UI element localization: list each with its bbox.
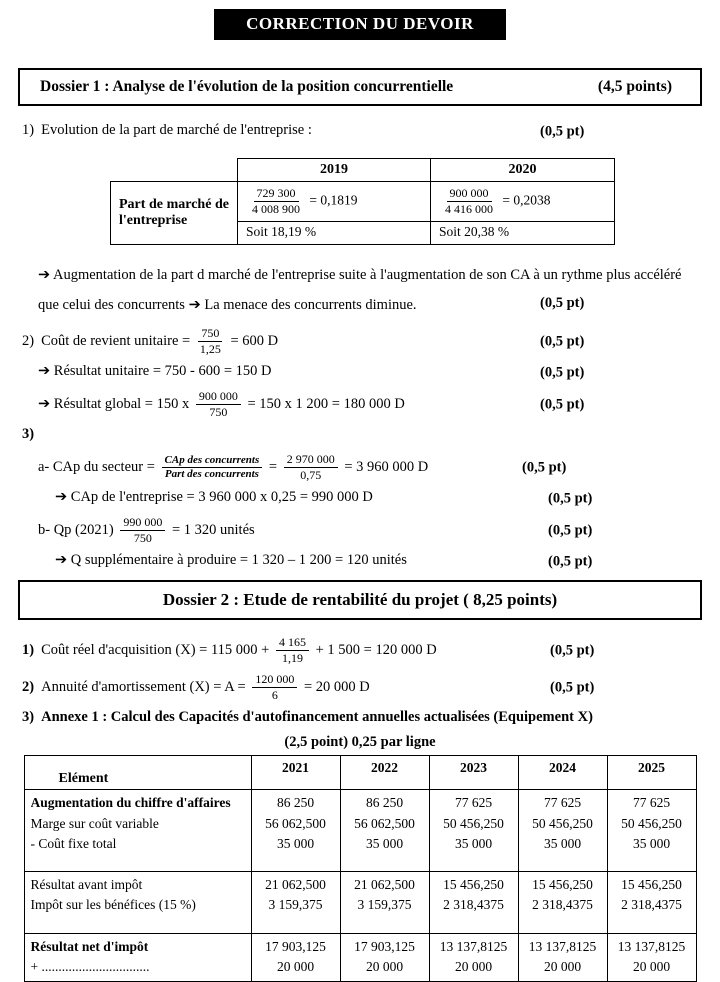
d1-b-pre: b- Qp (2021) [38, 522, 118, 539]
t2-year-2023: 2023 [429, 756, 518, 790]
d2-q1-pre: Coût réel d'acquisition (X) = 115 000 + [41, 642, 273, 659]
t1-empty-corner [111, 159, 238, 182]
d1-q2-points: (0,5 pt) [540, 333, 585, 350]
t1-year-2020: 2020 [431, 159, 615, 182]
t1-fraction-row [111, 182, 615, 222]
label-resultat-net: Résultat net d'impôt [30, 938, 149, 954]
t2-year-2025: 2025 [607, 756, 696, 790]
market-share-table [110, 158, 615, 245]
d1-arrow1-text: ➔ Augmentation de la part d marché de l'entreprise suite à l'augmentation de son CA à un rythme plus accéléré que celui des concurrents ➔ La menace des concurrents diminue. [38, 267, 682, 313]
label-resultat-avant-impot: Résultat avant impôt [30, 877, 143, 893]
t2-g3-2025: 13 137,8125 20 000 [607, 933, 696, 982]
t2-g2-2022: 21 062,500 3 159,375 [340, 872, 429, 934]
d1-arrow4-text: ➔ CAp de l'entreprise = 3 960 000 x 0,25 = 990 000 D [55, 489, 373, 506]
t2-g1-2023: 77 625 50 456,250 35 000 [429, 790, 518, 872]
d1-q1-text: Evolution de la part de marché de l'entreprise : [41, 122, 312, 138]
d2-question1 [0, 635, 720, 666]
t2-g1-2025: 77 625 50 456,250 35 000 [607, 790, 696, 872]
d1-q1-points: (0,5 pt) [540, 123, 585, 140]
d1-b-post: = 1 320 unités [168, 522, 255, 539]
t2-g3-2022: 17 903,125 20 000 [340, 933, 429, 982]
d1-cap-entreprise [0, 489, 720, 509]
t2-g2-2021: 21 062,500 3 159,375 [251, 872, 340, 934]
t1-2020-result: = 0,2038 [502, 192, 551, 208]
d2-q1-post: + 1 500 = 120 000 D [311, 642, 437, 659]
fraction-resultat-global: $\frac{900 000}{750}$ [196, 389, 241, 420]
t2-group1-labels [24, 790, 251, 872]
d1-arrow5-points: (0,5 pt) [548, 553, 593, 570]
caf-table [24, 755, 697, 982]
d2-question2 [0, 672, 720, 703]
d1-question3 [0, 426, 720, 446]
label-ca: Augmentation du chiffre d'affaires [30, 795, 231, 811]
t2-g2-2024: 15 456,250 2 318,4375 [518, 872, 607, 934]
d2-q2-number: 2) [22, 679, 35, 696]
dossier1-points: (4,5 points) [597, 78, 672, 95]
t1-2020-soit: Soit 20,38 % [431, 222, 615, 245]
fraction-acquisition: $\frac{4 165}{1,19}$ [276, 635, 309, 666]
t2-header-row [24, 756, 696, 790]
t2-year-2024: 2024 [518, 756, 607, 790]
t2-group2-row [24, 872, 696, 934]
t2-year-2021: 2021 [251, 756, 340, 790]
document-title-banner [214, 9, 506, 40]
t2-g1-2021: 86 250 56 062,500 35 000 [251, 790, 340, 872]
fraction-cout-revient: $\frac{750}{1,25}$ [199, 326, 221, 357]
table2-subtitle: (2,5 point) 0,25 par ligne [284, 734, 436, 751]
d1-a-post: = 3 960 000 D [340, 459, 429, 476]
t1-2019-calc [238, 182, 431, 222]
d1-arrow2-text: ➔ Résultat unitaire = 750 - 600 = 150 D [38, 363, 272, 380]
d1-q-supplementaire [0, 552, 720, 572]
dossier2-header-box [18, 580, 702, 620]
t1-2020-calc [431, 182, 615, 222]
fraction-qp: $\frac{990 000}{750}$ [120, 515, 165, 546]
d2-q3-number: 3) [22, 709, 35, 726]
label-dots: + ................................ [30, 958, 150, 974]
d1-arrow3-points: (0,5 pt) [540, 396, 585, 413]
d1-conclusion-paragraph [0, 261, 720, 320]
t2-element-header: Elément [24, 756, 251, 790]
d1-q3a [0, 452, 720, 483]
t1-row-label: Part de marché de l'entreprise [111, 182, 238, 245]
t2-g3-2024: 13 137,8125 20 000 [518, 933, 607, 982]
d1-arrow2-points: (0,5 pt) [540, 364, 585, 381]
d1-q2-pre: Coût de revient unitaire = [41, 333, 194, 350]
t2-g1-2024: 77 625 50 456,250 35 000 [518, 790, 607, 872]
t2-year-2022: 2022 [340, 756, 429, 790]
label-marge: Marge sur coût variable [30, 815, 159, 831]
t1-year-2019: 2019 [238, 159, 431, 182]
d1-arrow4-points: (0,5 pt) [548, 490, 593, 507]
t1-header-row [111, 159, 615, 182]
t2-g2-2025: 15 456,250 2 318,4375 [607, 872, 696, 934]
d2-q1-points: (0,5 pt) [550, 642, 595, 659]
t1-2019-soit: Soit 18,19 % [238, 222, 431, 245]
d2-question3 [0, 709, 720, 729]
d1-q2-number: 2) [22, 333, 35, 350]
t2-g3-2021: 17 903,125 20 000 [251, 933, 340, 982]
d1-arrow3-pre: ➔ Résultat global = 150 x [38, 396, 193, 413]
document-title: CORRECTION DU DEVOIR [246, 14, 474, 33]
d1-question1 [0, 122, 720, 142]
d2-q2-post: = 20 000 D [300, 679, 370, 696]
fraction-cap-secteur: $\frac{\text{CAp des concurrents}}{\text{Part des concurrents}}$ [162, 454, 263, 483]
dossier1-title: Dossier 1 : Analyse de l'évolution de la position concurrentielle [40, 78, 454, 95]
label-impot: Impôt sur les bénéfices (15 %) [30, 897, 196, 913]
t2-group3-labels [24, 933, 251, 982]
d1-a-mid: = [265, 459, 281, 476]
d1-q2-post: = 600 D [226, 333, 279, 350]
t1-2019-result: = 0,1819 [309, 192, 358, 208]
label-cout-fixe: - Coût fixe total [30, 835, 117, 851]
d1-a-pre: a- CAp du secteur = [38, 459, 159, 476]
d1-q3-number: 3) [22, 426, 35, 443]
fraction-cap-valeurs: $\frac{2 970 000}{0,75}$ [284, 452, 338, 483]
d1-arrow3-post: = 150 x 1 200 = 180 000 D [243, 396, 405, 413]
d1-resultat-global [0, 389, 720, 420]
t2-group1-row [24, 790, 696, 872]
d2-q3-text: Annexe 1 : Calcul des Capacités d'autofinancement annuelles actualisées (Equipement X) [41, 709, 593, 726]
d1-q3b [0, 515, 720, 546]
d2-q2-points: (0,5 pt) [550, 679, 595, 696]
fraction-2019: $\frac{729 300}{4 008 900}$ [252, 186, 300, 216]
d2-q1-number: 1) [22, 642, 35, 659]
fraction-annuite: $\frac{120 000}{6}$ [252, 672, 297, 703]
d1-question2 [0, 326, 720, 357]
t2-g2-2023: 15 456,250 2 318,4375 [429, 872, 518, 934]
t2-group2-labels [24, 872, 251, 934]
dossier2-title: Dossier 2 : Etude de rentabilité du projet ( 8,25 points) [162, 590, 558, 610]
d1-resultat-unitaire [0, 363, 720, 383]
t2-g3-2023: 13 137,8125 20 000 [429, 933, 518, 982]
d1-arrow1-points: (0,5 pt) [540, 294, 585, 311]
fraction-2020: $\frac{900 000}{4 416 000}$ [445, 186, 493, 216]
d1-a-points: (0,5 pt) [522, 459, 567, 476]
d2-q2-pre: Annuité d'amortissement (X) = A = [41, 679, 250, 696]
dossier1-header-box [18, 68, 702, 106]
t2-g1-2022: 86 250 56 062,500 35 000 [340, 790, 429, 872]
t2-group3-row [24, 933, 696, 982]
d1-q1-number: 1) [22, 122, 35, 138]
d1-b-points: (0,5 pt) [548, 522, 593, 539]
d1-arrow5-text: ➔ Q supplémentaire à produire = 1 320 – 1 200 = 120 unités [55, 552, 407, 569]
